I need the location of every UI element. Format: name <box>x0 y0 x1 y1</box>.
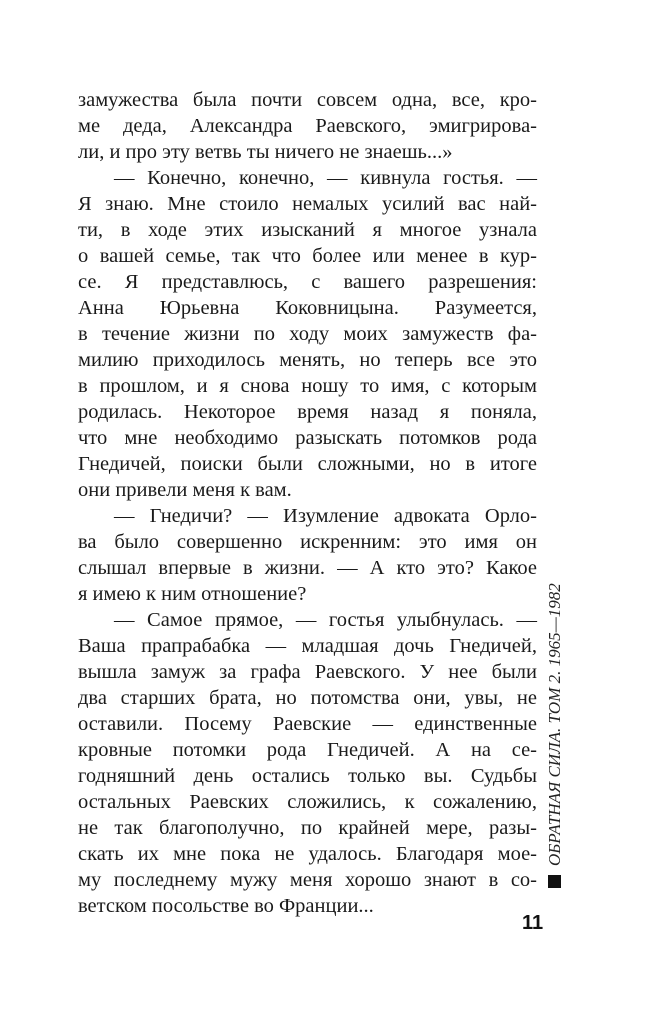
text-line: ветском посольстве во Франции... <box>78 895 374 917</box>
text-line: — Гнедичи? — Изумление адвоката Орло- <box>114 505 537 527</box>
text-line: ме деда, Александра Раевского, эмигрирова- <box>78 115 537 137</box>
text-line: Анна Юрьевна Коковницына. Разумеется, <box>78 297 537 319</box>
text-line: Ваша прапрабабка — младшая дочь Гнедичей, <box>78 635 537 657</box>
text-line: я имею к ним отношение? <box>78 583 307 605</box>
text-line: — Конечно, конечно, — кивнула гостья. — <box>114 167 537 189</box>
text-line: ва было совершенно искренним: это имя он <box>78 531 537 553</box>
text-line: милию приходилось менять, но теперь все это <box>78 349 537 371</box>
text-line: слышал впервые в жизни. — А кто это? Какое <box>78 557 537 579</box>
text-line: о вашей семье, так что более или менее в кур- <box>78 245 537 267</box>
text-line: се. Я представлюсь, с вашего разрешения: <box>78 271 537 293</box>
text-line: ли, и про эту ветвь ты ничего не знаешь...» <box>78 141 453 163</box>
text-line: замужества была почти совсем одна, все, кро- <box>78 89 537 111</box>
text-line: кровные потомки рода Гнедичей. А на се- <box>78 739 537 761</box>
text-line: му последнему мужу меня хорошо знают в со- <box>78 869 537 891</box>
text-line: Гнедичей, поиски были сложными, но в итоге <box>78 453 537 475</box>
text-line: Я знаю. Мне стоило немалых усилий вас най- <box>78 193 537 215</box>
square-marker-icon <box>548 875 561 888</box>
text-line: остальных Раевских сложились, к сожалению, <box>78 791 537 813</box>
text-line: скать их мне пока не удалось. Благодаря мое- <box>78 843 537 865</box>
text-line: оставили. Посему Раевские — единственные <box>78 713 537 735</box>
text-line: ти, в ходе этих изысканий я многое узнала <box>78 219 537 241</box>
text-line: они привели меня к вам. <box>78 479 292 501</box>
page-number: 11 <box>522 912 544 934</box>
text-line: родилась. Некоторое время назад я поняла, <box>78 401 537 423</box>
running-head: ОБРАТНАЯ СИЛА. ТОМ 2. 1965—1982 <box>545 583 564 866</box>
text-line: вышла замуж за графа Раевского. У нее были <box>78 661 537 683</box>
text-line: в течение жизни по ходу моих замужеств фа- <box>78 323 537 345</box>
text-line: что мне необходимо разыскать потомков рода <box>78 427 537 449</box>
body-text <box>78 87 537 919</box>
text-line: годняшний день остались только вы. Судьбы <box>78 765 537 787</box>
text-line: не так благополучно, по крайней мере, разы- <box>78 817 537 839</box>
text-line: два старших брата, но потомства они, увы, не <box>78 687 537 709</box>
text-line: — Самое прямое, — гостья улыбнулась. — <box>114 609 537 631</box>
text-line: в прошлом, и я снова ношу то имя, с которым <box>78 375 537 397</box>
